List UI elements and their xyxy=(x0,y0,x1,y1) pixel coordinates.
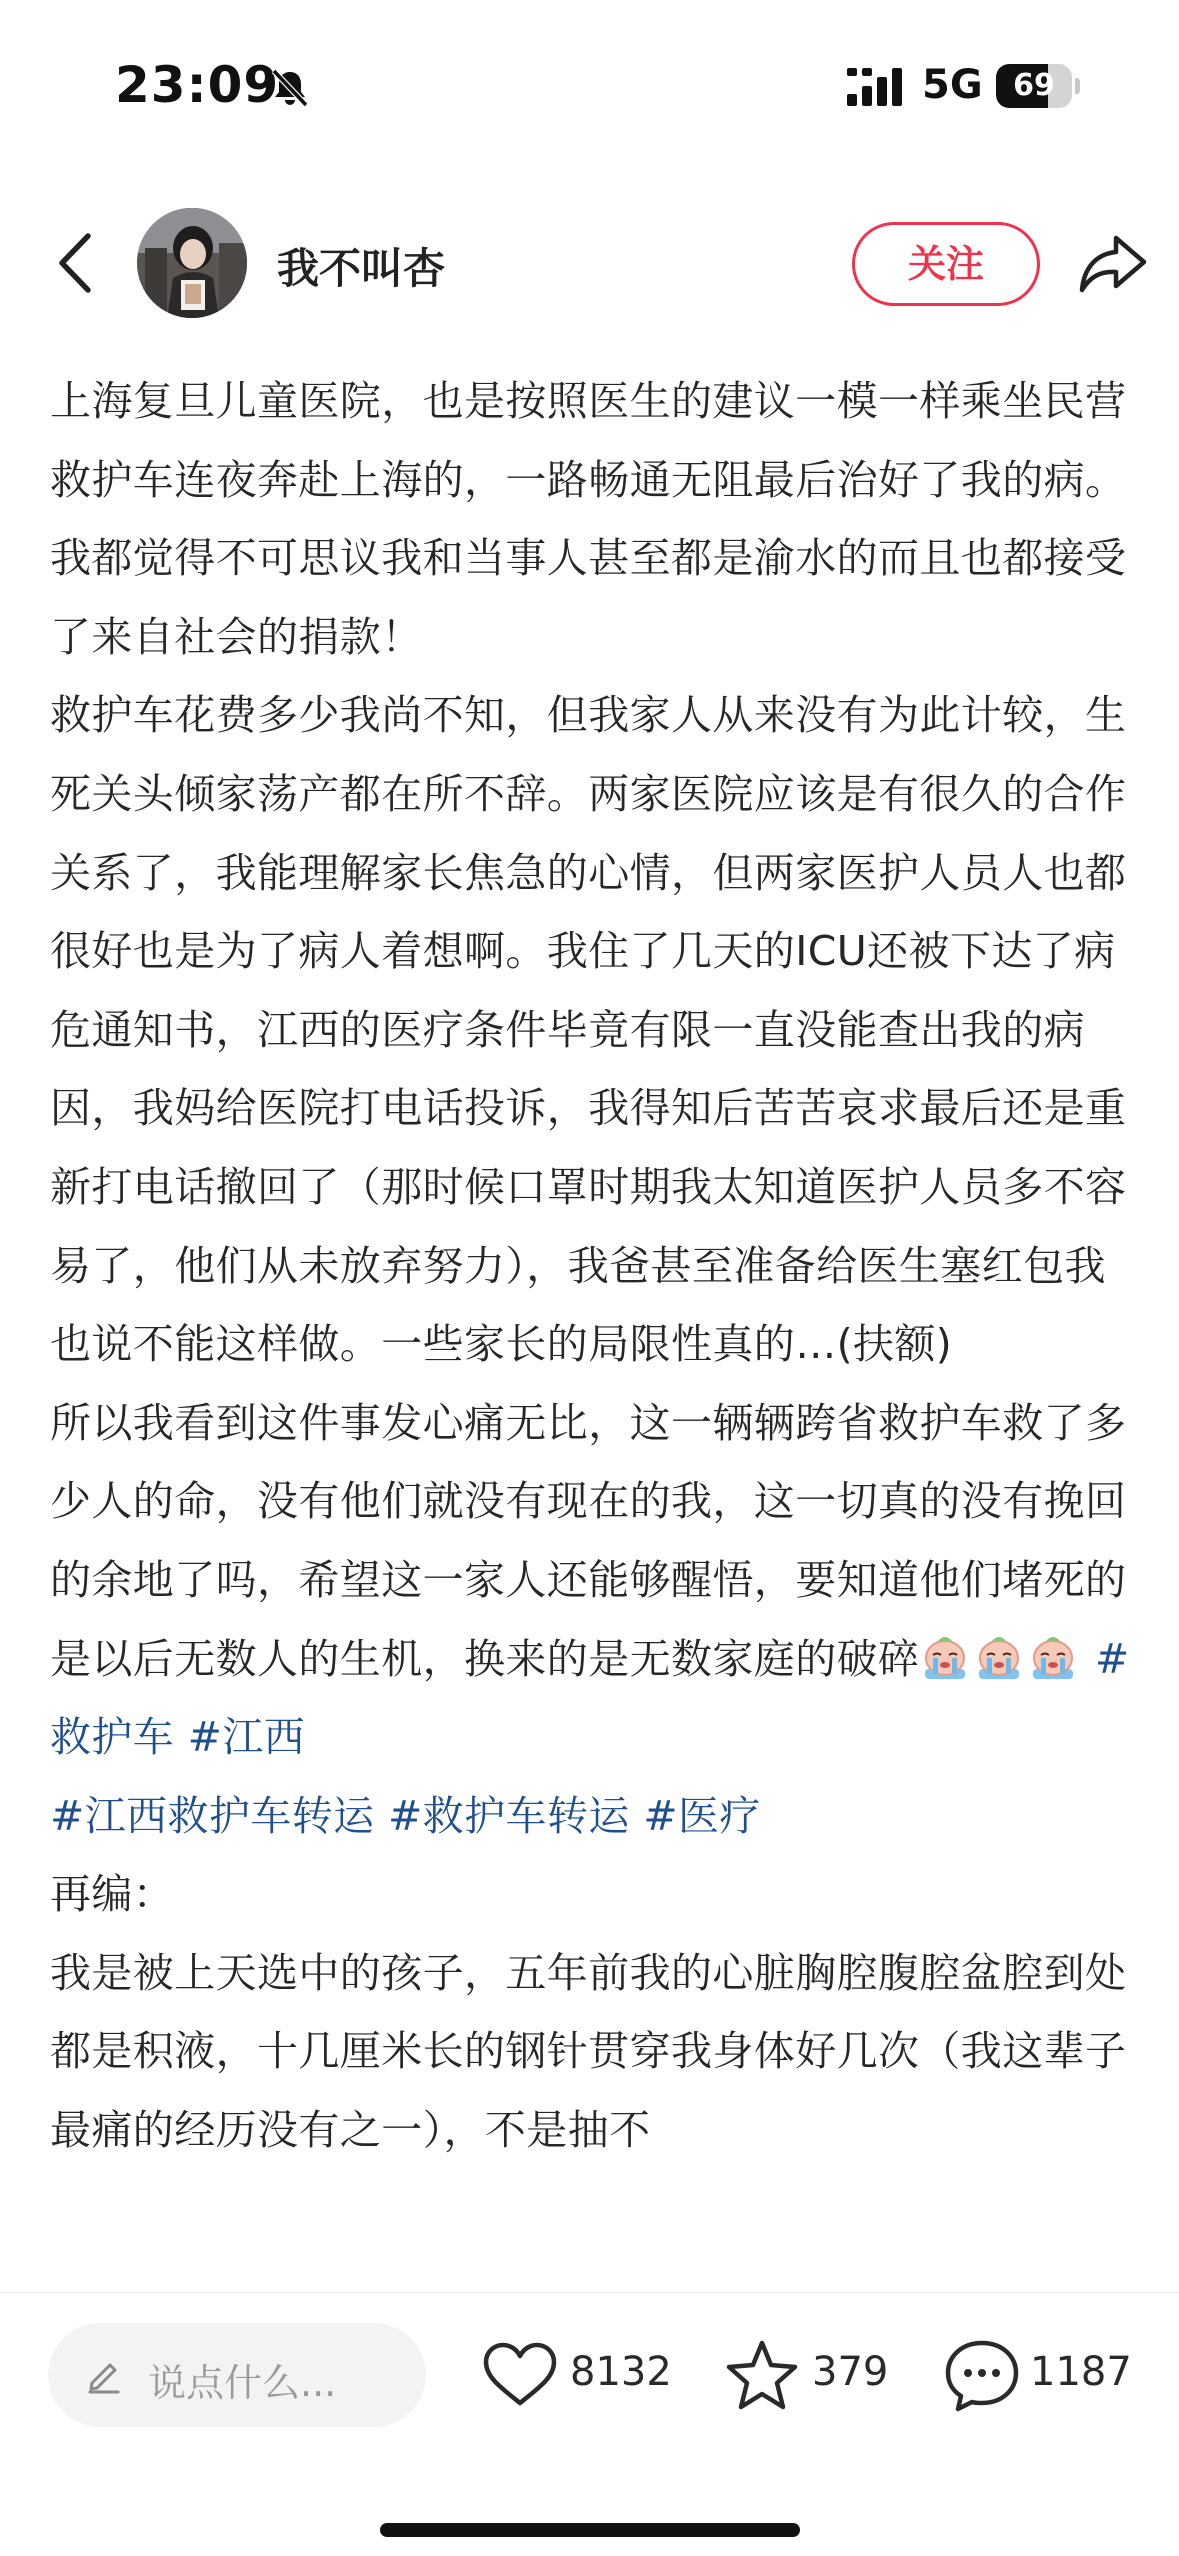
post-paragraph-text: 所以我看到这件事发心痛无比，这一辆辆跨省救护车救了多少人的命，没有他们就没有现在的我，这一切真的没有挽回的余地了吗，希望这一家人还能够醒悟，要知道他们堵死的是以后无数人的生机，换来的是无数家庭的破碎 xyxy=(50,1398,1127,1683)
hashtag-link[interactable]: #救护车 xyxy=(50,1634,1130,1762)
battery-icon xyxy=(996,64,1080,108)
battery-percent: 69 xyxy=(1013,68,1055,103)
comment-bubble-icon xyxy=(942,2337,1022,2417)
crying-face-emoji xyxy=(919,1628,971,1678)
star-icon xyxy=(722,2337,802,2417)
post-paragraph: 再编： xyxy=(50,1870,175,1919)
crying-face-emoji xyxy=(973,1628,1025,1678)
comment-placeholder: 说点什么... xyxy=(148,2361,337,2405)
author-name[interactable]: 我不叫杏 xyxy=(277,244,446,293)
like-count: 8132 xyxy=(570,2349,672,2395)
bell-slash-icon xyxy=(268,66,312,110)
crying-face-emoji xyxy=(1027,1628,1079,1678)
signal-bars-icon xyxy=(845,66,909,110)
post-paragraph: 救护车花费多少我尚不知，但我家人从来没有为此计较，生死关头倾家荡产都在所不辞。两家医院应该是有很久的合作关系了，我能理解家长焦急的心情，但两家医护人员人也都很好也是为了病人着想啊。我住了几天的ICU还被下达了病危通知书，江西的医疗条件毕竟有限一直没能查出我的病因，我妈给医院打电话投诉，我得知后苦苦哀求最后还是重新打电话撤回了（那时候口罩时期我太知道医护人员多不容易了，他们从未放弃努力），我爸甚至准备给医生塞红包我也说不能这样做。一些家长的局限性真的…(扶额) xyxy=(50,691,1127,1369)
hashtag-link[interactable]: #医疗 xyxy=(643,1791,761,1840)
hashtag-link[interactable]: #救护车转运 xyxy=(388,1791,630,1840)
comment-count: 1187 xyxy=(1030,2349,1132,2395)
follow-button[interactable]: 关注 xyxy=(852,222,1040,306)
home-indicator xyxy=(380,2523,800,2537)
back-arrow-icon[interactable] xyxy=(50,228,100,298)
comment-button[interactable] xyxy=(942,2337,1162,2417)
bottom-action-bar xyxy=(0,2292,1179,2556)
network-type: 5G xyxy=(922,62,983,108)
favorite-button[interactable] xyxy=(722,2337,902,2417)
share-icon[interactable] xyxy=(1078,232,1148,296)
hashtag-link[interactable]: #江西救护车转运 xyxy=(50,1791,375,1840)
like-button[interactable] xyxy=(480,2337,680,2417)
post-content xyxy=(50,362,1130,2292)
author-avatar[interactable] xyxy=(137,208,247,318)
post-paragraph: 上海复旦儿童医院，也是按照医生的建议一模一样乘坐民营救护车连夜奔赴上海的，一路畅通无阻最后治好了我的病。我都觉得不可思议我和当事人甚至都是渝水的而且也都接受了来自社会的捐款！ xyxy=(50,377,1127,661)
status-bar xyxy=(0,0,1179,175)
pencil-icon xyxy=(84,2355,124,2395)
status-time: 23:09 xyxy=(115,56,280,114)
post-paragraph xyxy=(50,1384,1130,1856)
avatar-image xyxy=(137,208,247,318)
favorite-count: 379 xyxy=(812,2349,889,2395)
post-header xyxy=(0,190,1179,340)
heart-icon xyxy=(480,2337,560,2417)
post-paragraph: 我是被上天选中的孩子，五年前我的心脏胸腔腹腔盆腔到处都是积液，十几厘米长的钢针贯穿我身体好几次（我这辈子最痛的经历没有之一），不是抽不 xyxy=(50,1948,1127,2155)
hashtag-link[interactable]: #江西 xyxy=(187,1713,306,1762)
comment-input[interactable] xyxy=(48,2323,426,2427)
